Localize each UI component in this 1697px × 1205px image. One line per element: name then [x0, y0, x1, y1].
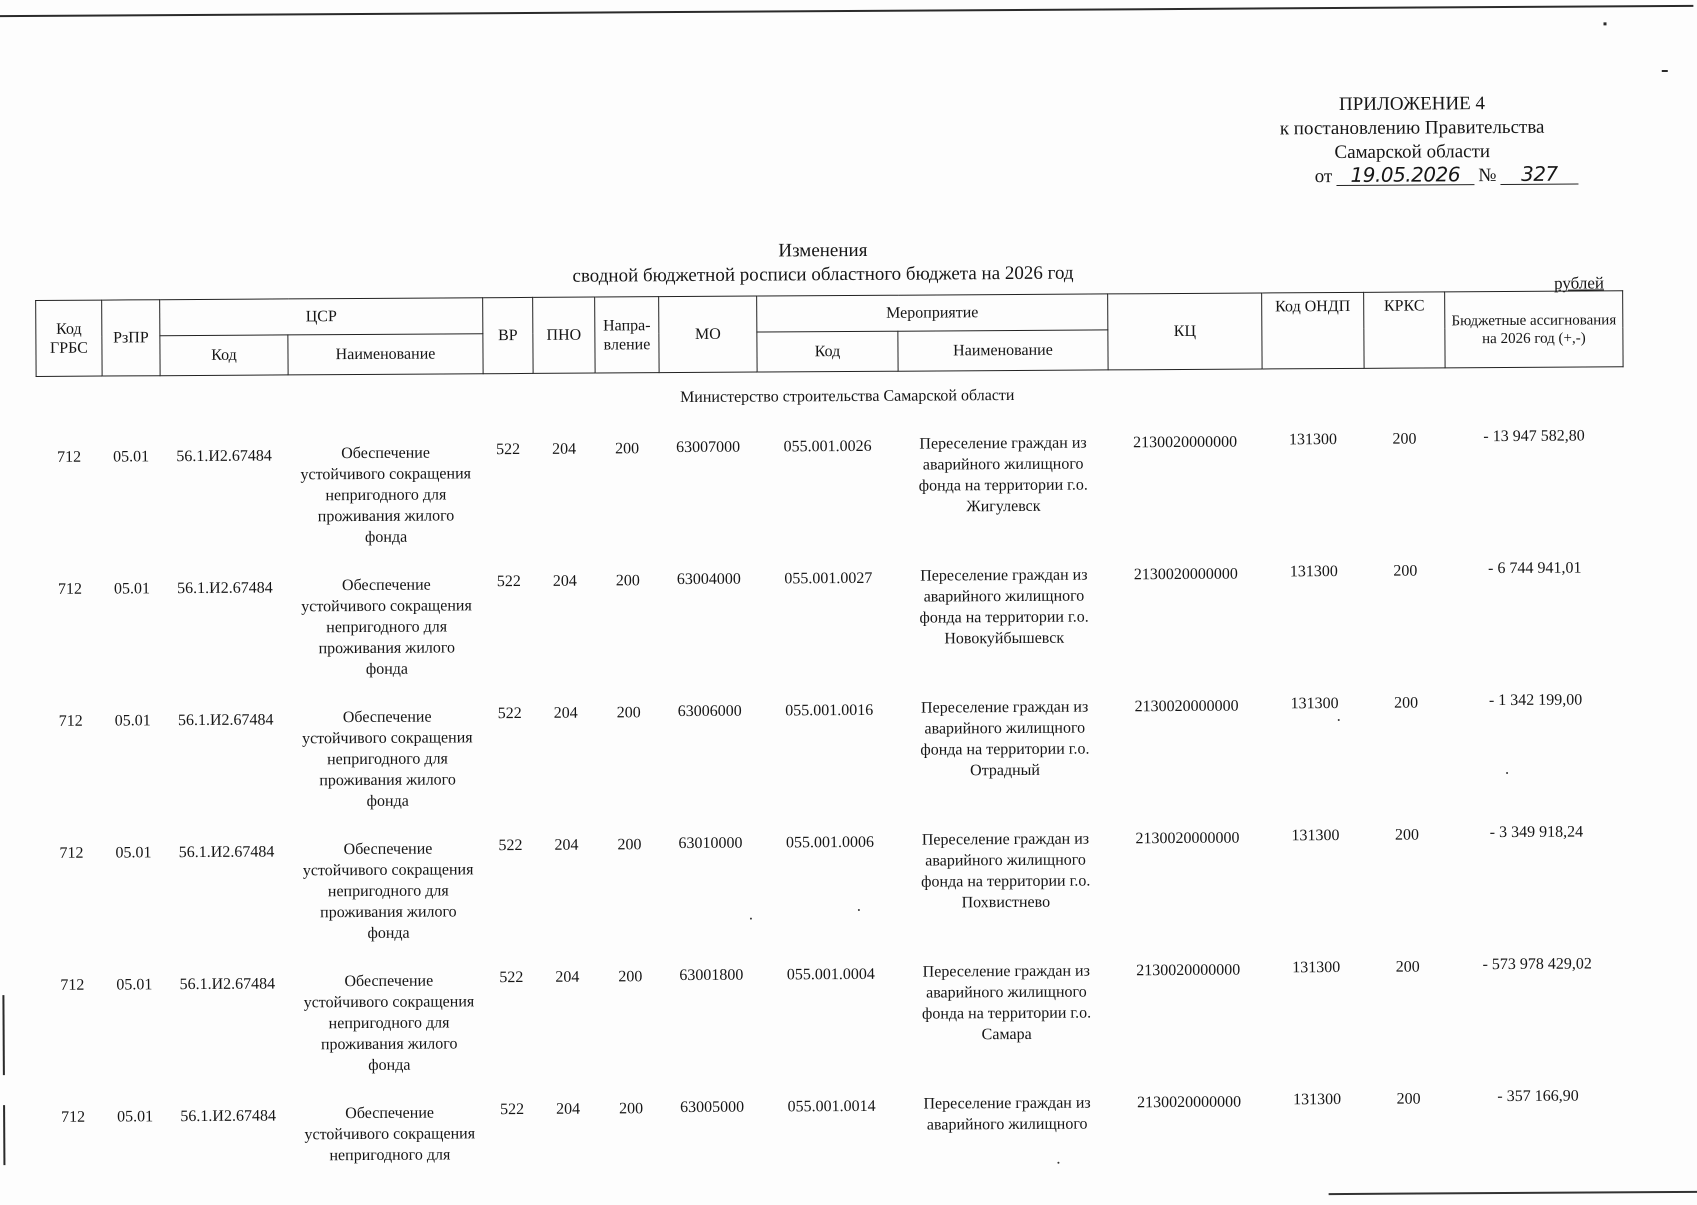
- cell-rzpr: 05.01: [114, 712, 151, 730]
- cell-csr-code: 56.1.И2.67484: [179, 975, 276, 994]
- cell-vr: 522: [496, 441, 521, 459]
- cell-mer-name: Переселение граждан из аварийного жилищного фонда на территории г.о. Похвистнево: [921, 830, 1091, 912]
- header-mo: МО: [659, 296, 757, 373]
- cell-napr: 200: [616, 704, 641, 722]
- cell-csr-name: Обеспечение устойчивого сокращения непригодного для проживания жилого фонда: [302, 708, 473, 810]
- cell-kc: 2130020000000: [1135, 829, 1240, 848]
- cell-csr-code: 56.1.И2.67484: [180, 1107, 276, 1126]
- scan-speck: [1338, 719, 1340, 721]
- cell-rzpr: 05.01: [116, 976, 153, 994]
- cell-ondp: 131300: [1289, 563, 1338, 581]
- cell-grbs: 712: [61, 1108, 86, 1126]
- scan-left-edge-mark: [3, 1105, 5, 1165]
- header-kod-ondp: Код ОНДП: [1262, 292, 1364, 369]
- appendix-line-2: к постановлению Правительства: [1279, 116, 1545, 140]
- header-csr: ЦСР: [160, 298, 483, 336]
- cell-vr: 522: [499, 969, 524, 987]
- cell-vr: 522: [498, 837, 523, 855]
- header-napravlenie: Напра- вление: [595, 297, 659, 373]
- cell-kc: 2130020000000: [1137, 1093, 1242, 1112]
- cell-napr: 200: [617, 836, 642, 854]
- header-csr-name: Наименование: [288, 334, 483, 375]
- cell-csr-code: 56.1.И2.67484: [177, 711, 274, 730]
- cell-grbs: 712: [57, 580, 82, 598]
- appendix-block: [1232, 91, 1593, 189]
- number-prefix: №: [1478, 165, 1497, 187]
- cell-ondp: 131300: [1291, 827, 1340, 845]
- data-rows: [36, 427, 1623, 1165]
- cell-napr: 200: [615, 572, 640, 590]
- cell-krks: 200: [1393, 562, 1418, 580]
- header-krks: КРКС: [1364, 292, 1445, 368]
- cell-mer-name: Переселение граждан из аварийного жилищного фонда на территории г.о. Отрадный: [920, 698, 1090, 780]
- scan-margin-mark: [1662, 70, 1668, 72]
- cell-rzpr: 05.01: [117, 1108, 154, 1126]
- scan-speck: [750, 918, 752, 920]
- date-prefix: от: [1314, 166, 1333, 188]
- appendix-date-line: [1232, 163, 1592, 189]
- cell-krks: 200: [1394, 694, 1419, 712]
- header-meropriyatie: Мероприятие: [757, 294, 1108, 332]
- cell-mer-name: Переселение граждан из аварийного жилищного фонда на территории г.о. Новокуйбышевск: [919, 566, 1089, 648]
- header-mer-kod: Код: [757, 331, 898, 372]
- scan-margin-mark: [1603, 22, 1606, 25]
- table-row: [36, 427, 1624, 567]
- handwritten-number: 327: [1500, 164, 1578, 185]
- table-header: [35, 290, 1623, 377]
- cell-mer-name: Переселение граждан из аварийного жилищного: [923, 1094, 1091, 1134]
- cell-napr: 200: [618, 968, 643, 986]
- document-title: [518, 237, 1128, 289]
- cell-kc: 2130020000000: [1134, 697, 1239, 716]
- cell-amount: - 573 978 429,02: [1482, 955, 1592, 974]
- cell-csr-code: 56.1.И2.67484: [177, 579, 273, 598]
- cell-pno: 204: [554, 836, 579, 854]
- cell-csr-code: 56.1.И2.67484: [176, 447, 272, 466]
- cell-mo: 63001800: [679, 966, 744, 985]
- table-row: [40, 1087, 1628, 1197]
- cell-mo: 63006000: [677, 702, 742, 721]
- cell-mer-code: 055.001.0026: [783, 437, 872, 456]
- cell-grbs: 712: [59, 844, 84, 862]
- cell-kc: 2130020000000: [1132, 433, 1238, 452]
- cell-csr-name: Обеспечение устойчивого сокращения непригодного для проживания жилого фонда: [301, 576, 472, 678]
- cell-mer-code: 055.001.0014: [787, 1097, 876, 1116]
- scan-top-line: [0, 5, 1693, 17]
- appendix-title: ПРИЛОЖЕНИЕ 4: [1338, 93, 1486, 116]
- cell-krks: 200: [1396, 1090, 1421, 1108]
- cell-mer-code: 055.001.0016: [785, 701, 874, 720]
- header-kc: КЦ: [1108, 293, 1262, 370]
- cell-mo: 63004000: [676, 570, 741, 589]
- cell-grbs: 712: [57, 448, 82, 466]
- cell-mer-name: Переселение граждан из аварийного жилищного фонда на территории г.о. Жигулевск: [918, 434, 1088, 516]
- cell-pno: 204: [555, 968, 580, 986]
- cell-pno: 204: [552, 440, 577, 458]
- cell-mo: 63005000: [680, 1098, 745, 1117]
- cell-mer-code: 055.001.0027: [784, 569, 873, 588]
- cell-krks: 200: [1394, 826, 1419, 844]
- cell-pno: 204: [553, 704, 578, 722]
- cell-kc: 2130020000000: [1133, 565, 1238, 584]
- cell-grbs: 712: [58, 712, 83, 730]
- table-row: [38, 823, 1626, 963]
- table-row: [37, 559, 1625, 699]
- cell-kc: 2130020000000: [1136, 961, 1241, 980]
- header-mer-name: Наименование: [898, 330, 1108, 371]
- cell-mo: 63007000: [676, 438, 741, 457]
- cell-csr-name: Обеспечение устойчивого сокращения непригодного для проживания жилого фонда: [303, 972, 475, 1074]
- cell-krks: 200: [1395, 958, 1420, 976]
- scan-speck: [1057, 1162, 1059, 1164]
- cell-csr-code: 56.1.И2.67484: [178, 843, 275, 862]
- appendix-line-3: Самарской области: [1334, 141, 1491, 164]
- cell-amount: - 1 342 199,00: [1488, 691, 1583, 710]
- table-row: [38, 691, 1626, 831]
- cell-amount: - 13 947 582,80: [1483, 427, 1585, 446]
- cell-ondp: 131300: [1288, 431, 1338, 449]
- cell-vr: 522: [497, 705, 522, 723]
- cell-rzpr: 05.01: [113, 448, 150, 466]
- cell-grbs: 712: [60, 976, 85, 994]
- header-rzpr: РзПР: [102, 300, 160, 376]
- cell-rzpr: 05.01: [115, 844, 152, 862]
- header-csr-kod: Код: [160, 335, 288, 376]
- cell-pno: 204: [556, 1100, 581, 1118]
- cell-mo: 63010000: [678, 834, 743, 853]
- currency-unit: рублей: [1554, 273, 1605, 293]
- scan-bottom-line: [1329, 1191, 1697, 1195]
- cell-napr: 200: [619, 1100, 644, 1118]
- cell-krks: 200: [1392, 430, 1417, 448]
- title-line-2: сводной бюджетной росписи областного бюджета на 2026 год: [572, 262, 1074, 287]
- scan-speck: [1506, 772, 1508, 774]
- cell-vr: 522: [500, 1101, 525, 1119]
- scan-speck: [858, 909, 860, 911]
- handwritten-date: 19.05.2026: [1336, 164, 1474, 186]
- cell-csr-name: Обеспечение устойчивого сокращения непригодного для: [304, 1104, 476, 1165]
- cell-csr-name: Обеспечение устойчивого сокращения непригодного для проживания жилого фонда: [302, 840, 474, 942]
- cell-pno: 204: [552, 572, 577, 590]
- title-line-1: Изменения: [778, 239, 868, 262]
- header-budget: Бюджетные ассигнования на 2026 год (+,-): [1445, 291, 1623, 368]
- cell-amount: - 6 744 941,01: [1488, 559, 1582, 578]
- cell-ondp: 131300: [1292, 959, 1341, 977]
- cell-ondp: 131300: [1293, 1091, 1342, 1109]
- table-row: [39, 955, 1627, 1095]
- cell-amount: - 3 349 918,24: [1489, 823, 1584, 842]
- cell-csr-name: Обеспечение устойчивого сокращения непригодного для проживания жилого фонда: [300, 444, 472, 546]
- cell-rzpr: 05.01: [113, 580, 150, 598]
- cell-mer-code: 055.001.0006: [785, 833, 875, 852]
- cell-amount: - 357 166,90: [1497, 1087, 1579, 1106]
- cell-vr: 522: [496, 573, 521, 591]
- cell-mer-code: 055.001.0004: [786, 965, 875, 984]
- header-vr: ВР: [483, 297, 533, 373]
- cell-napr: 200: [615, 440, 640, 458]
- cell-mer-name: Переселение граждан из аварийного жилищного фонда на территории г.о. Самара: [921, 962, 1092, 1044]
- ministry-name: Министерство строительства Самарской области: [679, 386, 1015, 407]
- header-kod-grbs: Код ГРБС: [36, 300, 102, 376]
- cell-ondp: 131300: [1290, 695, 1339, 713]
- header-pno: ПНО: [533, 297, 595, 373]
- scan-left-edge-mark: [2, 995, 4, 1075]
